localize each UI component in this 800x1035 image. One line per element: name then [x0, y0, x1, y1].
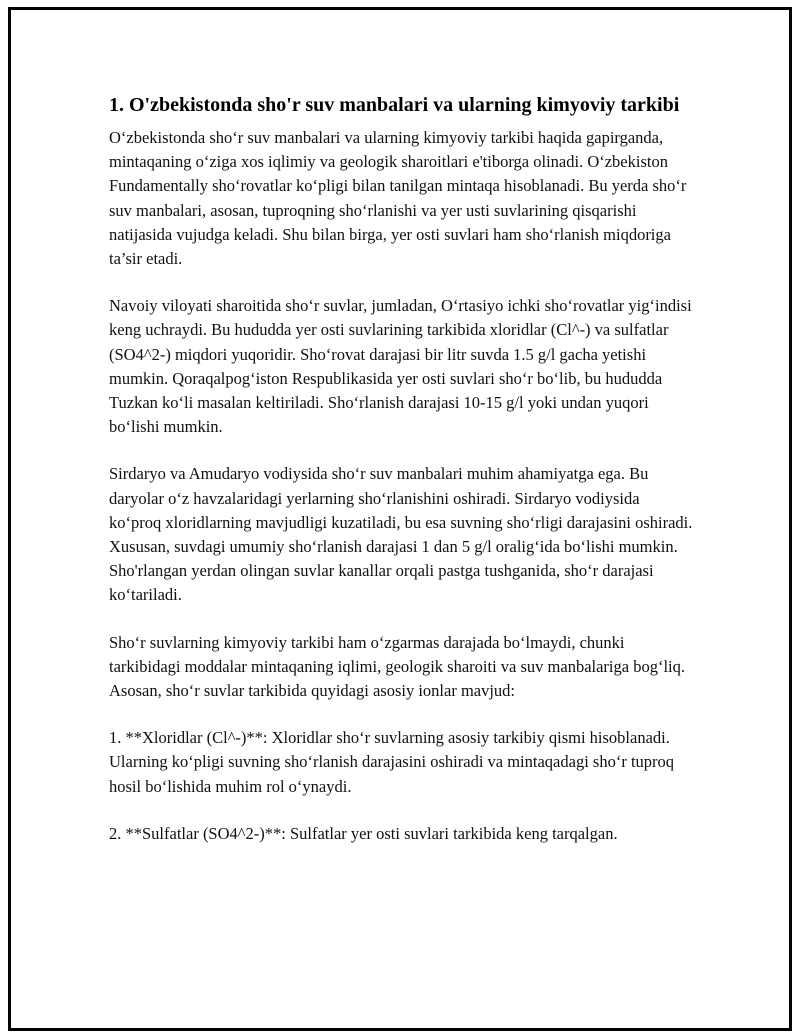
paragraph-intro: O‘zbekistonda sho‘r suv manbalari va ularning kimyoviy tarkibi haqida gapirganda, mintaqaning o‘ziga xos iqlimiy va geologik sharoitlari e'tiborga olinadi. O‘zbekiston Fundamentally sho‘rovatlar ko‘pligi bilan tanilgan mintaqa hisoblanadi. Bu yerda sho‘r suv manbalari, asosan, tuproqning sho‘rlanishi va yer usti suvlarining qisqarishi natijasida vujudga keladi. Shu bilan birga, yer osti suvlari ham sho‘rlanish miqdoriga ta’sir etadi.: [109, 128, 687, 269]
list-item-sulfates: 2. **Sulfatlar (SO4^2-)**: Sulfatlar yer osti suvlari tarkibida keng tarqalgan.: [109, 823, 618, 843]
list-item-chlorides: 1. **Xloridlar (Cl^-)**: Xloridlar sho‘r suvlarning asosiy tarkibiy qismi hisoblanadi. Ularning ko‘pligi suvning sho‘rlanish darajasini oshiradi va mintaqadagi sho‘r tuproq hosil bo‘lishida muhim rol o‘ynaydi.: [109, 728, 675, 796]
paragraph-navoiy: Navoiy viloyati sharoitida sho‘r suvlar, jumladan, O‘rtasiyo ichki sho‘rovatlar yig‘indisi keng uchraydi. Bu hududda yer osti suvlarining tarkibida xloridlar (Cl^-) va sulfatlar (SO4^2-) miqdori yuqoridir. Sho‘rovat darajasi bir litr suvda 1.5 g/l gacha yetishi mumkin. Qoraqalpog‘iston Respublikasida yer osti suvlari sho‘r bo‘lib, bu hududda Tuzkan ko‘li masalan keltiriladi. Sho‘rlanish darajasi 10-15 g/l yoki undan yuqori bo‘lishi mumkin.: [109, 296, 692, 437]
paragraph-sirdaryo: Sirdaryo va Amudaryo vodiysida sho‘r suv manbalari muhim ahamiyatga ega. Bu daryolar o‘z havzalaridagi yerlarning sho‘rlanishini oshiradi. Sirdaryo vodiysida ko‘proq xloridlarning mavjudligi kuzatiladi, bu esa suvning sho‘rligi darajasini oshiradi. Xususan, suvdagi umumiy sho‘rlanish darajasi 1 dan 5 g/l oralig‘ida bo‘lishi mumkin. Sho'rlangan yerdan olingan suvlar kanallar orqali pastga tushganida, sho‘r darajasi ko‘tariladi.: [109, 464, 693, 605]
document-title: 1. O'zbekistonda sho'r suv manbalari va ularning kimyoviy tarkibi: [109, 94, 680, 116]
paragraph-chemical-composition: Sho‘r suvlarning kimyoviy tarkibi ham o‘zgarmas darajada bo‘lmaydi, chunki tarkibidagi moddalar mintaqaning iqlimi, geologik sharoiti va suv manbalariga bog‘liq. Asosan, sho‘r suvlar tarkibida quyidagi asosiy ionlar mavjud:: [109, 632, 686, 701]
document-body: [109, 92, 694, 869]
